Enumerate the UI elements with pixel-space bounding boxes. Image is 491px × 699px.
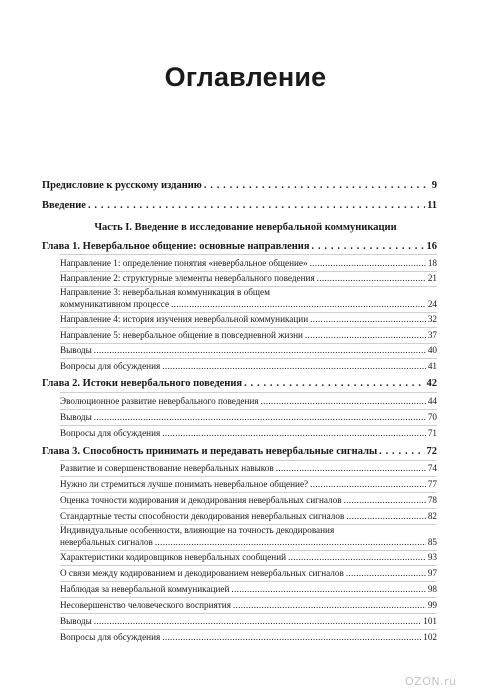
toc-chapter-3[interactable] [42,446,437,457]
divider [60,550,437,551]
leader-dots [261,396,426,406]
leader-dots [310,314,426,324]
page-title: Оглавление [164,62,327,92]
subentry-page: 41 [427,361,437,371]
leader-dots [231,584,425,594]
subentry-page: 24 [427,298,437,309]
leader-dots [88,200,425,211]
chapter-title: Глава 1. Невербальное общение: основные направления [42,241,310,252]
subentry-page: 21 [427,273,437,283]
subentry-label: Стандартные тесты способности декодирования невербальных сигналов [60,511,345,521]
leader-dots [344,495,426,505]
leader-dots [162,361,426,371]
toc-subentry[interactable] [60,632,437,642]
toc-subentry[interactable] [60,345,437,355]
part-heading: Часть I. Введение в исследование невербальной коммуникации [94,222,397,233]
toc-subentry[interactable] [60,463,437,473]
chapter-page: 42 [426,378,437,389]
divider [60,629,437,630]
toc-subentry[interactable] [60,616,437,626]
subentry-label: Направление 2: структурные элементы невербального поведения [60,273,315,283]
leader-dots [94,616,421,626]
subentry-label: Выводы [60,412,92,422]
toc-subentry[interactable] [60,314,437,324]
subentry-label: Вопросы для обсуждения [60,428,161,438]
subentry-label: Направление 4: история изучения невербальной коммуникации [60,314,309,324]
leader-dots [346,568,426,578]
subentry-page: 44 [427,396,437,406]
divider [60,312,437,313]
divider [60,581,437,582]
toc-chapter-2[interactable] [42,378,437,389]
toc-entry-label: Введение [42,200,86,211]
chapter-title: Глава 2. Истоки невербального поведения [42,378,243,389]
divider [60,597,437,598]
leader-dots [233,600,426,610]
toc-subentry[interactable] [60,428,437,438]
subentry-page: 37 [427,330,437,340]
subentry-page: 18 [427,258,437,268]
leader-dots [317,273,426,283]
subentry-label: Несовершенство человеческого восприятия [60,600,231,610]
toc-subentry[interactable] [60,568,437,578]
toc-subentry[interactable] [60,495,437,505]
divider [60,460,437,461]
divider [60,254,437,255]
chapter-title: Глава 3. Способность принимать и передавать невербальные сигналы [42,446,378,457]
subentry-page: 101 [423,616,437,626]
divider [60,409,437,410]
subentry-page: 77 [427,479,437,489]
subentry-page: 71 [427,428,437,438]
toc-subentry[interactable] [60,552,437,562]
leader-dots [310,479,426,489]
subentry-label: Выводы [60,345,92,355]
divider [60,343,437,344]
subentry-label: Вопросы для обсуждения [60,361,161,371]
subentry-label: Нужно ли стремиться лучше понимать невербальное общение? [60,479,309,489]
subentry-label: Оценка точности кодирования и декодирования невербальных сигналов [60,495,342,505]
subentry-label: Характеристики кодировщиков невербальных сообщений [60,552,287,562]
subentry-page: 93 [427,552,437,562]
subentry-label-cont: невербальных сигналов [60,536,153,547]
watermark-logo: OZON.ru [405,675,457,688]
toc-entry-page: 11 [427,200,437,211]
toc-subentry[interactable] [60,396,437,406]
divider [60,271,437,272]
toc-subentry[interactable] [60,412,437,422]
subentry-label-cont: коммуникативном процессе [60,298,170,309]
toc-subentry[interactable] [60,479,437,489]
subentry-page: 78 [427,495,437,505]
chapter-page: 72 [426,446,437,457]
subentry-page: 40 [427,345,437,355]
subentry-label: Направление 3: невербальная коммуникация в общем [60,287,270,297]
toc-chapter-1[interactable] [42,241,437,252]
subentry-label: Направление 1: определение понятия «невербальное общение» [60,258,308,268]
subentry-page: 82 [427,511,437,521]
subentry-page: 70 [427,412,437,422]
toc-subentry[interactable] [60,258,437,268]
subentry-label: Вопросы для обсуждения [60,632,161,642]
subentry-page: 102 [423,632,437,642]
subentry-label: Развитие и совершенствование невербальных навыков [60,463,274,473]
divider [60,327,437,328]
leader-dots [94,412,426,422]
toc-subentry[interactable] [60,584,437,594]
toc-subentry[interactable] [60,273,437,283]
subentry-label: Направление 5: невербальное общение в повседневной жизни [60,330,303,340]
toc-subentry[interactable] [60,525,437,548]
leader-dots [204,180,430,191]
leader-dots [162,632,421,642]
leader-dots [155,537,426,549]
leader-dots [276,463,426,473]
subentry-label: О связи между кодированием и декодированием невербальных сигналов [60,568,344,578]
subentry-page: 85 [427,536,437,547]
divider [60,476,437,477]
toc-subentry[interactable] [60,361,437,371]
toc-subentry[interactable] [60,511,437,521]
toc-entry-page: 9 [431,180,437,191]
leader-dots [379,446,424,457]
toc-entry-preface[interactable] [42,180,437,191]
subentry-page: 97 [427,568,437,578]
leader-dots [171,299,426,311]
divider [60,492,437,493]
toc-entry-label: Предисловие к русскому изданию [42,180,202,191]
divider [60,425,437,426]
leader-dots [305,330,426,340]
subentry-page: 99 [427,600,437,610]
divider [60,565,437,566]
divider [60,392,437,393]
subentry-label: Выводы [60,616,92,626]
divider [60,358,437,359]
subentry-page: 98 [427,584,437,594]
leader-dots [312,241,425,252]
chapter-page: 16 [426,241,437,252]
toc-subentry[interactable] [60,330,437,340]
subentry-label: Эволюционное развитие невербального поведения [60,396,259,406]
subentry-page: 32 [427,314,437,324]
subentry-label: Наблюдая за невербальной коммуникацией [60,584,230,594]
leader-dots [310,258,426,268]
leader-dots [244,378,424,389]
divider [60,613,437,614]
leader-dots [288,552,426,562]
leader-dots [346,511,425,521]
toc-entry-introduction[interactable] [42,200,437,211]
subentry-page: 74 [427,463,437,473]
toc-subentry[interactable] [60,287,437,310]
toc-subentry[interactable] [60,600,437,610]
subentry-label: Индивидуальные особенности, влияющие на точность декодирования [60,525,335,535]
leader-dots [94,345,426,355]
divider [60,508,437,509]
leader-dots [162,428,426,438]
